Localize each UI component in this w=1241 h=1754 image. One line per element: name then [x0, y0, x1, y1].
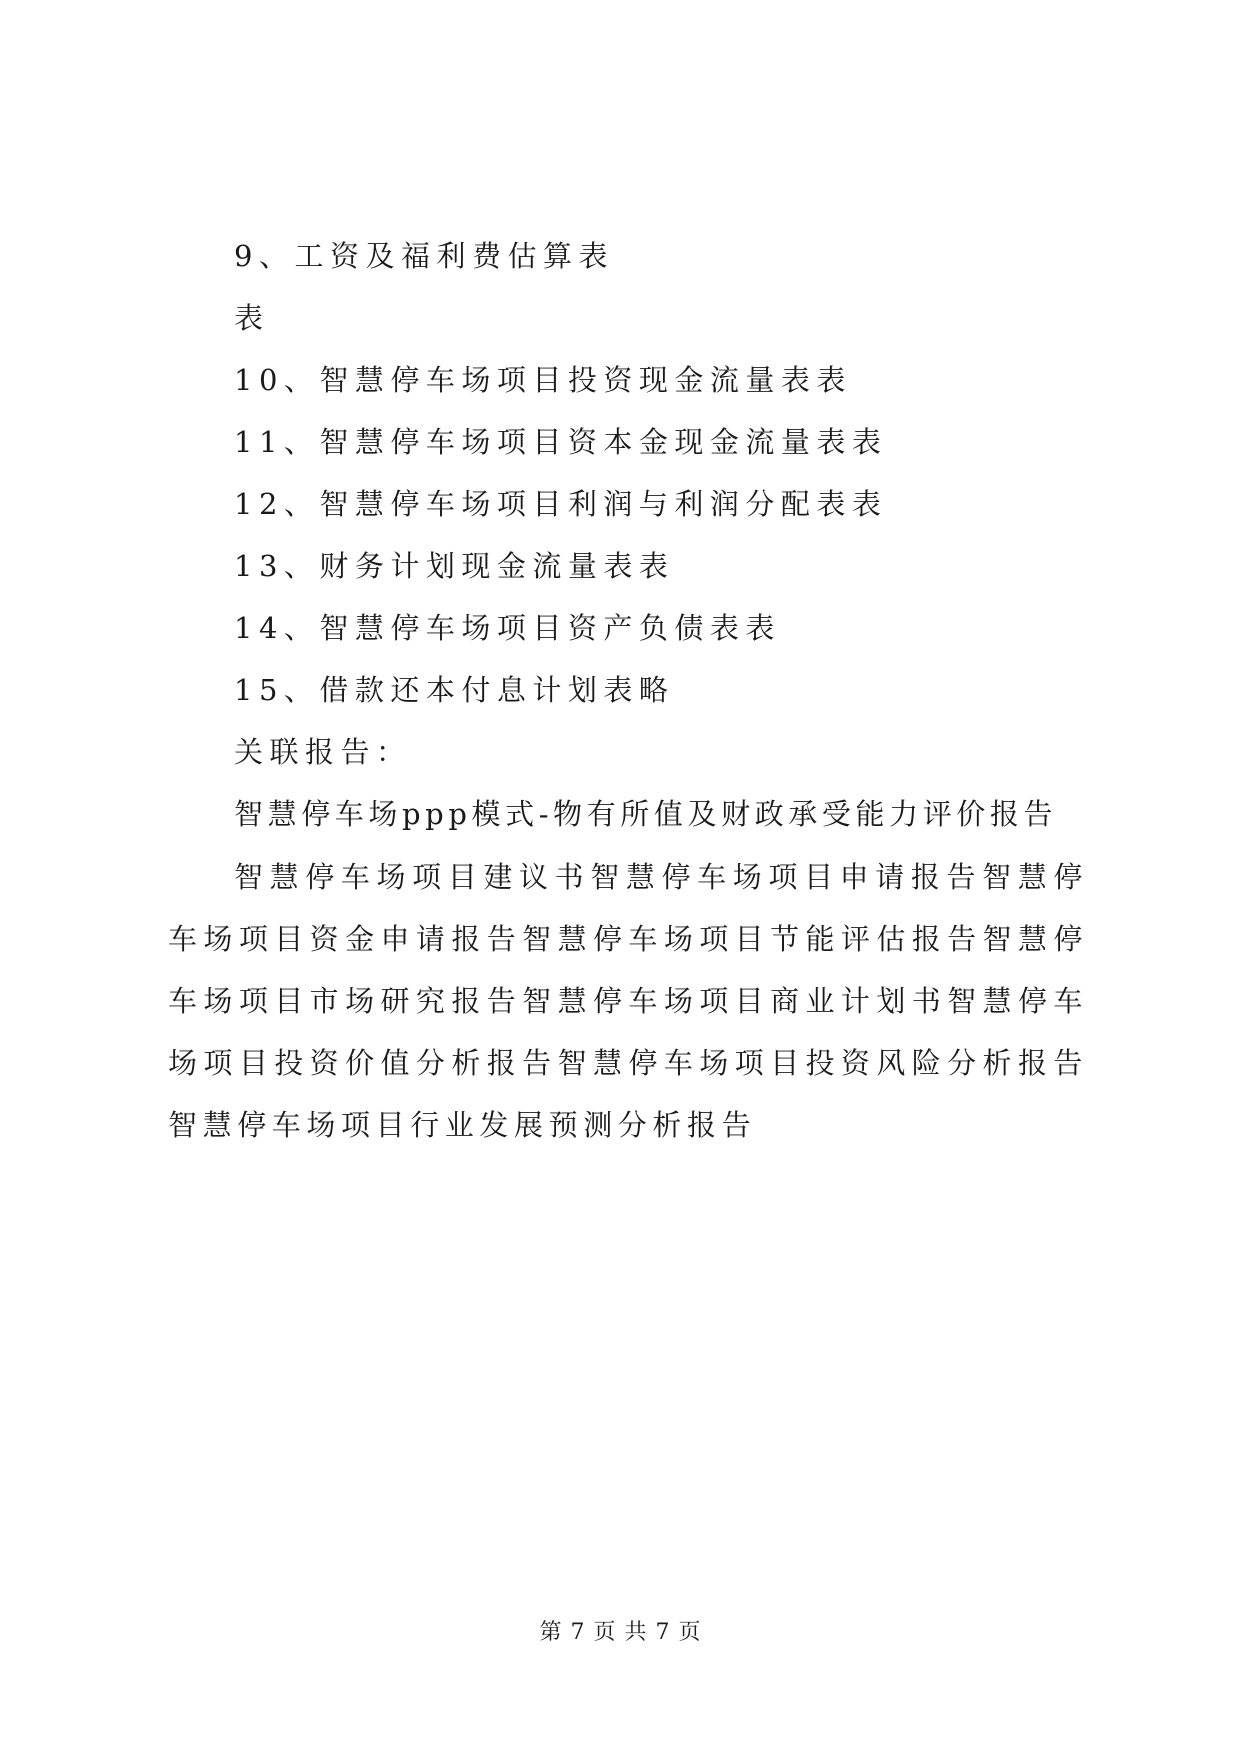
- list-item-15: 15、借款还本付息计划表略: [234, 673, 675, 707]
- list-item-continuation: 表: [234, 301, 270, 335]
- list-item-14: 14、智慧停车场项目资产负债表表: [234, 611, 781, 645]
- related-reports-heading: 关联报告：: [234, 735, 412, 769]
- list-item-10: 10、智慧停车场项目投资现金流量表表: [234, 363, 852, 397]
- list-item-12: 12、智慧停车场项目利润与利润分配表表: [234, 487, 888, 521]
- list-item-11: 11、智慧停车场项目资本金现金流量表表: [234, 425, 888, 459]
- related-reports-paragraph: 智慧停车场项目建议书智慧停车场项目申请报告智慧停车场项目资金申请报告智慧停车场项目节能评估报告智慧停车场项目市场研究报告智慧停车场项目商业计划书智慧停车场项目投资价值分析报告智慧停车场项目投资风险分析报告智慧停车场项目行业发展预测分析报告: [168, 860, 1088, 1142]
- page-footer: 第 7 页 共 7 页: [539, 1620, 702, 1645]
- list-item-9: 9、工资及福利费估算表: [234, 239, 614, 273]
- list-item-13: 13、财务计划现金流量表表: [234, 549, 675, 583]
- related-report-ppp: 智慧停车场ppp模式-物有所值及财政承受能力评价报告: [234, 797, 1058, 831]
